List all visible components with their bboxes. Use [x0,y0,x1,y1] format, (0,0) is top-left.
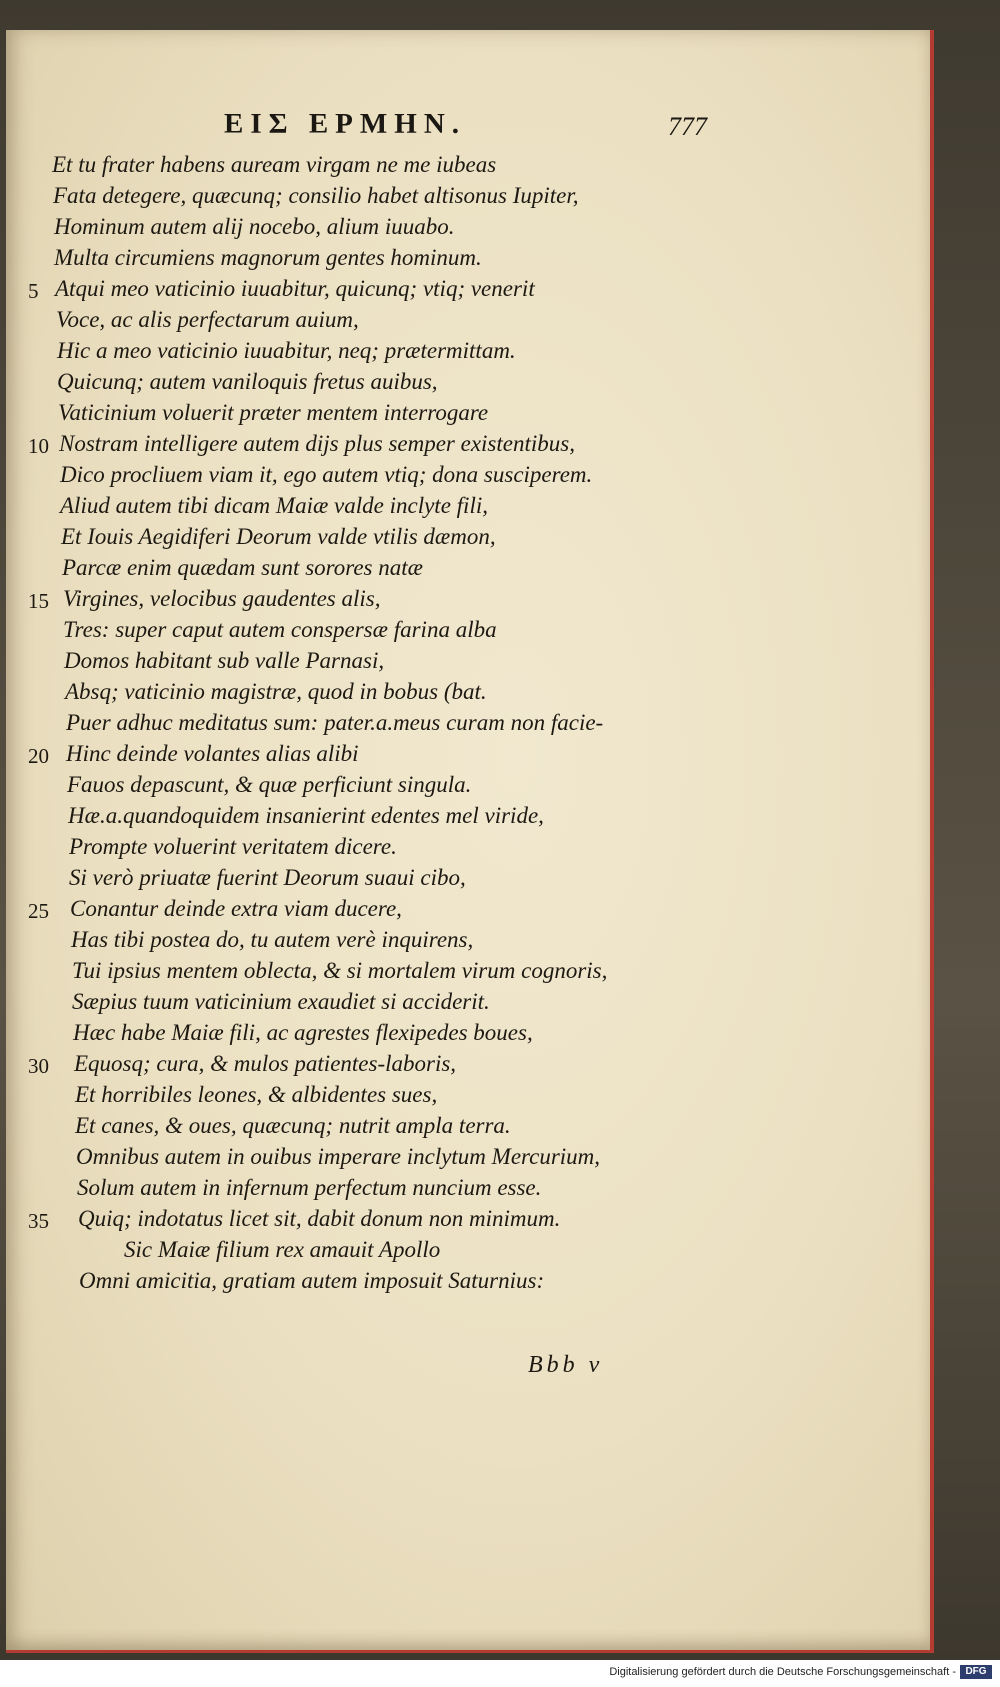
verse-line [6,214,930,245]
verse-line [6,276,930,307]
verse-text: Quiq; indotatus licet sit, dabit donum non minimum. [78,1206,561,1231]
verse-text: Sic Maiæ filium rex amauit Apollo [124,1237,441,1262]
verse-text: Quicunq; autem vaniloquis fretus auibus, [57,369,438,394]
page-number: 777 [668,112,707,141]
verse-line [6,1268,930,1299]
verse-text: Voce, ac alis perfectarum auium, [56,307,359,332]
dfg-logo: DFG [960,1665,992,1679]
footer-credit: Digitalisierung gefördert durch die Deutsche Forschungsgemeinschaft - [609,1666,956,1678]
verse-line [6,989,930,1020]
verse-text: Tui ipsius mentem oblecta, & si mortalem virum cognoris, [72,958,608,983]
verse-line [6,803,930,834]
verse-line [6,958,930,989]
verse-number: 10 [28,434,49,458]
verse-text: Et Iouis Aegidiferi Deorum valde vtilis dæmon, [61,524,496,549]
verse-text: Aliud autem tibi dicam Maiæ valde inclyte fili, [60,493,488,518]
verse-text: Fauos depascunt, & quæ perficiunt singula. [67,772,472,797]
verse-line [6,834,930,865]
verse-line [6,462,930,493]
verse-line [6,493,930,524]
verse-text: Parcæ enim quædam sunt sorores natæ [62,555,423,580]
verse-number: 35 [28,1209,49,1233]
verse-text: Et canes, & oues, quæcunq; nutrit ampla terra. [75,1113,511,1138]
verse-line [6,679,930,710]
verse-line [6,1082,930,1113]
verse-number: 15 [28,589,49,613]
verse-line [6,1113,930,1144]
verse-text: Conantur deinde extra viam ducere, [70,896,402,921]
verse-line [6,369,930,400]
verse-text: Has tibi postea do, tu autem verè inquirens, [71,927,474,952]
verse-text: Et tu frater habens auream virgam ne me iubeas [52,152,497,177]
verse-text: Nostram intelligere autem dijs plus semper existentibus, [59,431,575,456]
verse-line [6,741,930,772]
verse-text: Hinc deinde volantes alias alibi [66,741,359,766]
book-page [6,30,934,1653]
verse-line [6,431,930,462]
verse-text: Si verò priuatæ fuerint Deorum suaui cibo, [69,865,466,890]
verse-text: Atqui meo vaticinio iuuabitur, quicunq; vtiq; venerit [55,276,535,301]
verse-line [6,617,930,648]
verse-text: Omnibus autem in ouibus imperare inclytum Mercurium, [76,1144,601,1169]
verse-line [6,183,930,214]
verse-text: Absq; vaticinio magistræ, quod in bobus (bat. [65,679,487,704]
verse-text: Domos habitant sub valle Parnasi, [64,648,385,673]
verse-text: Fata detegere, quæcunq; consilio habet altisonus Iupiter, [53,183,579,208]
verse-text: Vaticinium voluerit præter mentem interrogare [58,400,489,425]
verse-text: Hæ.a.quandoquidem insanierint edentes mel viride, [68,803,544,828]
verse-text: Tres: super caput autem conspersæ farina alba [63,617,497,642]
verse-line [6,772,930,803]
verse-line [6,245,930,276]
verse-number: 30 [28,1054,49,1078]
verse-text: Virgines, velocibus gaudentes alis, [63,586,381,611]
verse-text: Hæc habe Maiæ fili, ac agrestes flexipedes boues, [73,1020,533,1045]
verse-line [6,586,930,617]
verse-text: Prompte voluerint veritatem dicere. [69,834,397,859]
running-head: ΕΙΣ ΕΡΜΗΝ. [224,108,467,140]
verse-line [6,338,930,369]
verse-line [6,1206,930,1237]
verse-line [6,307,930,338]
verse-text: Hic a meo vaticinio iuuabitur, neq; prætermittam. [57,338,516,363]
verse-line [6,1175,930,1206]
verse-text: Dico procliuem viam it, ego autem vtiq; dona susciperem. [60,462,593,487]
verse-line [6,400,930,431]
verse-line [6,1237,930,1268]
verse-line [6,152,930,183]
verse-text: Sæpius tuum vaticinium exaudiet si acciderit. [72,989,490,1014]
verse-text: Et horribiles leones, & albidentes sues, [75,1082,438,1107]
verse-text: Omni amicitia, gratiam autem imposuit Saturnius: [79,1268,545,1293]
digitization-footer [0,1660,1000,1687]
page-header [6,108,930,148]
verse-text: Puer adhuc meditatus sum: pater.a.meus curam non facie- [66,710,604,735]
catchword: Bbb v [528,1352,604,1378]
verse-line [6,865,930,896]
verse-number: 20 [28,744,49,768]
verse-line [6,896,930,927]
verse-text: Multa circumiens magnorum gentes hominum. [54,245,482,270]
verse-text: Solum autem in infernum perfectum nuncium esse. [77,1175,542,1200]
verse-line [6,710,930,741]
verse-line [6,555,930,586]
verse-line [6,927,930,958]
verse-number: 5 [28,279,39,303]
verse-line [6,1144,930,1175]
verse-text: Equosq; cura, & mulos patientes-laboris, [74,1051,457,1076]
verse-number: 25 [28,899,49,923]
verse-line [6,648,930,679]
verse-line [6,1051,930,1082]
verse-line [6,524,930,555]
verse-text: Hominum autem alij nocebo, alium iuuabo. [54,214,455,239]
verse-line [6,1020,930,1051]
verse-list [6,152,930,1299]
